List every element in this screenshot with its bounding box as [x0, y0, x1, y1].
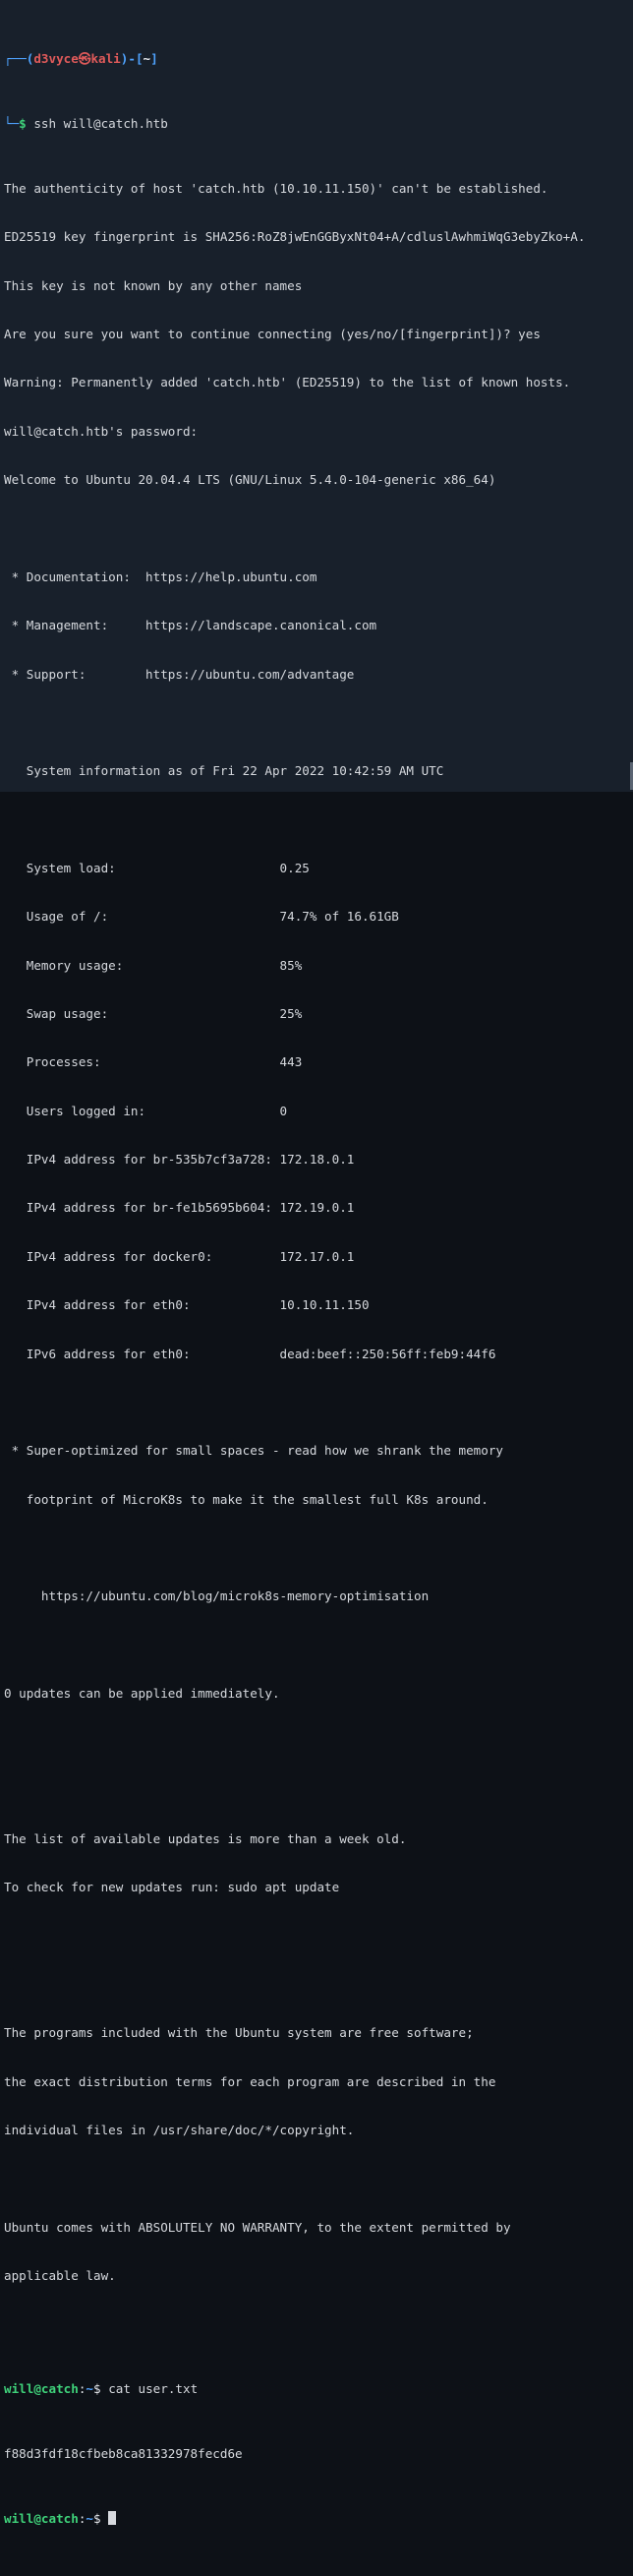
ssh-command: ssh will@catch.htb: [26, 116, 168, 132]
output-line: * Documentation: https://help.ubuntu.com: [4, 569, 317, 584]
output-line: Users logged in: 0: [4, 1103, 288, 1118]
remote-user-host: will@catch: [4, 2381, 79, 2397]
text-cursor: [108, 2511, 116, 2525]
output-line: IPv6 address for eth0: dead:beef::250:56ff:feb9:44f6: [4, 1346, 496, 1361]
prompt-bracket-mid: )-[: [120, 51, 144, 67]
output-line: To check for new updates run: sudo apt update: [4, 1880, 340, 1895]
output-line: System load: 0.25: [4, 860, 310, 875]
output-line: [4, 2172, 633, 2187]
output-line: [4, 1540, 633, 1556]
output-line: [4, 1638, 633, 1653]
output-line: Are you sure you want to continue connecting (yes/no/[fingerprint])? yes: [4, 327, 541, 342]
scrollbar[interactable]: [629, 0, 633, 792]
output-line: [4, 812, 633, 828]
remote-path: ~: [86, 2511, 94, 2527]
output-line: The list of available updates is more than a week old.: [4, 1831, 407, 1847]
output-line: Welcome to Ubuntu 20.04.4 LTS (GNU/Linux 5.4.0-104-generic x86_64): [4, 472, 496, 488]
remote-colon: :: [78, 2511, 86, 2527]
output-line: the exact distribution terms for each program are described in the: [4, 2073, 496, 2089]
output-line: 0 updates can be applied immediately.: [4, 1686, 280, 1702]
output-line: Ubuntu comes with ABSOLUTELY NO WARRANTY, to the extent permitted by: [4, 2219, 511, 2235]
output-line: * Support: https://ubuntu.com/advantage: [4, 666, 355, 682]
output-line: Warning: Permanently added 'catch.htb' (ED25519) to the list of known hosts.: [4, 375, 571, 390]
output-line: IPv4 address for eth0: 10.10.11.150: [4, 1297, 370, 1313]
output-line: IPv4 address for docker0: 172.17.0.1: [4, 1248, 355, 1264]
output-line: This key is not known by any other names: [4, 277, 303, 293]
output-line: Memory usage: 85%: [4, 957, 303, 973]
output-line: ED25519 key fingerprint is SHA256:RoZ8jwEnGGByxNt04+A/cdluslAwhmiWqG3ebyZko+A.: [4, 229, 586, 245]
remote-colon: :: [78, 2381, 86, 2397]
cat-command: cat user.txt: [100, 2381, 199, 2397]
output-line: [4, 521, 633, 537]
output-line: [4, 2317, 633, 2333]
prompt-bracket-open: ┌──(: [4, 51, 34, 67]
remote-prompt-line-active[interactable]: [4, 2511, 633, 2527]
prompt-host: kali: [90, 51, 121, 67]
output-line: Processes: 443: [4, 1054, 303, 1070]
output-line: The programs included with the Ubuntu system are free software;: [4, 2025, 474, 2041]
output-line: Swap usage: 25%: [4, 1006, 303, 1022]
output-line: [4, 715, 633, 731]
kali-logo-icon: ㉿: [78, 51, 91, 67]
user-flag-value: f88d3fdf18cfbeb8ca81332978fecd6e: [4, 2446, 243, 2462]
remote-user-host: will@catch: [4, 2511, 79, 2527]
output-line: https://ubuntu.com/blog/microk8s-memory-optimisation: [4, 1588, 430, 1604]
kali-prompt-line-2: [4, 116, 633, 132]
output-line: System information as of Fri 22 Apr 2022 10:42:59 AM UTC: [4, 763, 444, 779]
output-line: footprint of MicroK8s to make it the smallest full K8s around.: [4, 1491, 489, 1507]
output-line: * Management: https://landscape.canonical.com: [4, 618, 377, 633]
remote-path: ~: [86, 2381, 94, 2397]
output-line: The authenticity of host 'catch.htb (10.10.11.150)' can't be established.: [4, 180, 548, 196]
output-line: * Super-optimized for small spaces - read how we shrank the memory: [4, 1443, 503, 1459]
remote-prompt-line-cat: [4, 2381, 633, 2397]
output-line: individual files in /usr/share/doc/*/copyright.: [4, 2123, 355, 2138]
output-line: [4, 1929, 633, 1945]
prompt-path: ~: [143, 51, 151, 67]
output-line: IPv4 address for br-fe1b5695b604: 172.19.0.1: [4, 1200, 355, 1216]
output-line: IPv4 address for br-535b7cf3a728: 172.18.0.1: [4, 1152, 355, 1168]
prompt-corner-icon: └─: [4, 116, 20, 132]
remote-dollar: $: [93, 2381, 101, 2397]
output-line: [4, 1395, 633, 1410]
command-input[interactable]: [101, 2511, 109, 2526]
prompt-bracket-close: ]: [150, 51, 158, 67]
kali-prompt-line-1: [4, 51, 633, 67]
output-line: Usage of /: 74.7% of 16.61GB: [4, 909, 399, 925]
output-line: will@catch.htb's password:: [4, 423, 199, 439]
prompt-dollar: $: [19, 116, 27, 132]
prompt-user: d3vyce: [33, 51, 79, 67]
output-line: [4, 1734, 633, 1750]
output-line: applicable law.: [4, 2268, 116, 2284]
remote-dollar: $: [93, 2511, 101, 2527]
output-line: [4, 1783, 633, 1799]
output-line: [4, 1977, 633, 1993]
